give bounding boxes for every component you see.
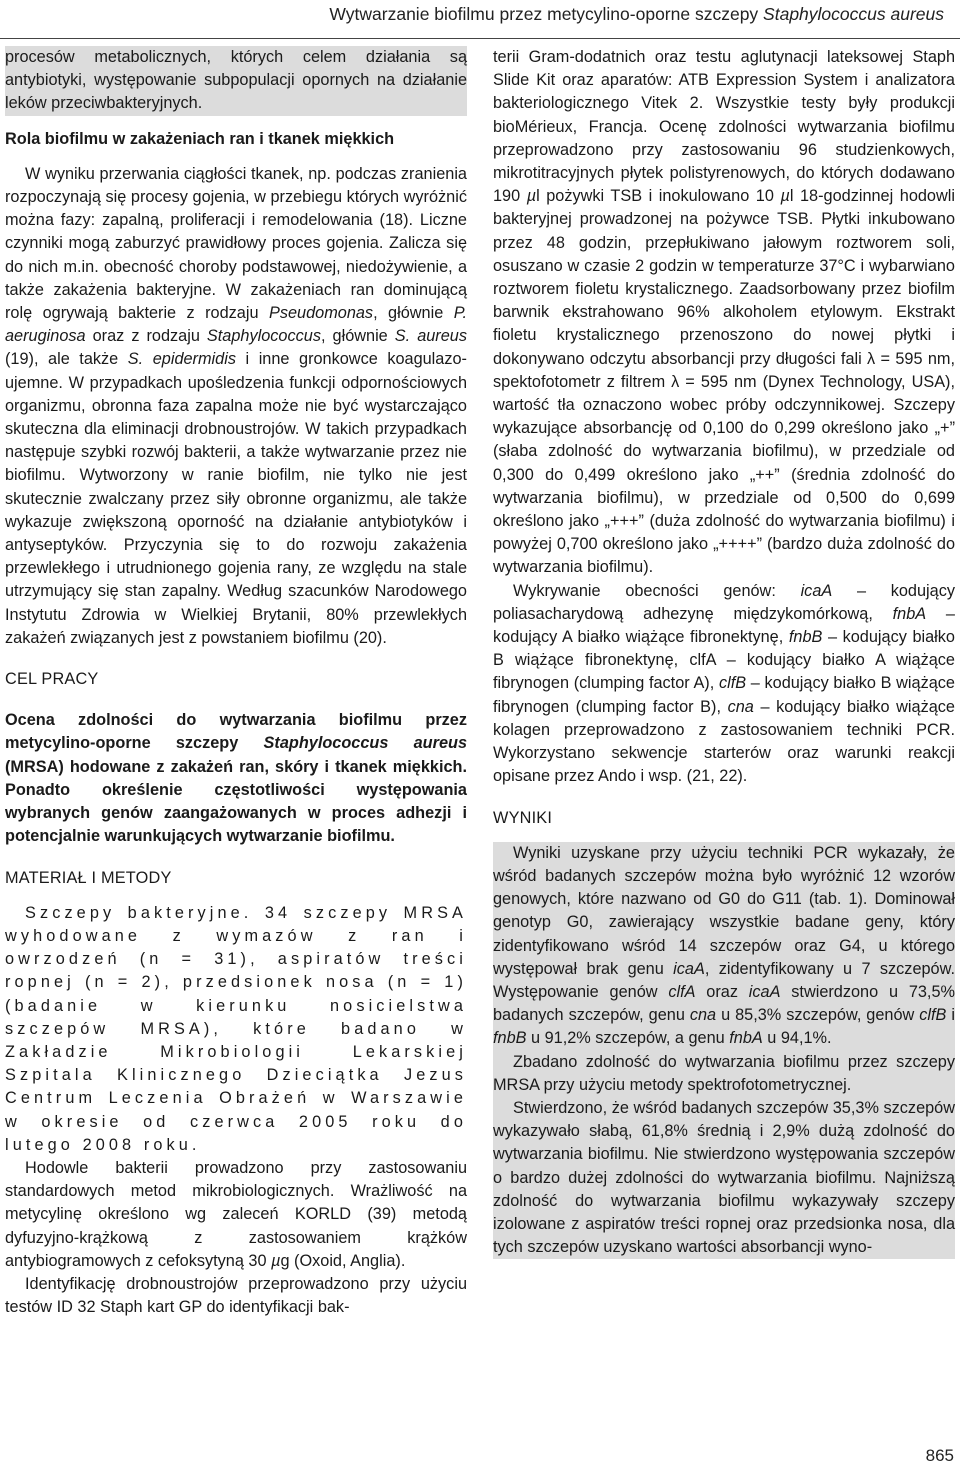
running-header: [0, 0, 960, 39]
gene-detection-paragraph: Wykrywanie obecności genów: icaA – kodujący poliasacharydową adhezynę międzykomórkową, fnbA – kodujący A białko wiążące fibronektynę, fnbB – kodujący białko B wiążące fibronektynę, clfA – kodujący białko A wiążące fibrynogen (clumping factor A), clfB – kodujący białko B wiążące fibrynogen (clumping factor B), cna – kodujący białko wiążące kolagen przeprowadzono z zastosowaniem techniki PCR. Wykorzystano sekwencje starterów oraz warunki reakcji opisane przez Ando i wsp. (21, 22).: [493, 581, 955, 786]
aim-heading: CEL PRACY: [5, 670, 99, 689]
results-heading: WYNIKI: [493, 808, 553, 827]
page-number: 865: [925, 1446, 954, 1465]
wound-biofilm-paragraph: W wyniku przerwania ciągłości tkanek, np. podczas zranienia rozpoczynają się procesy gojenia, w przebiegu których wyróżnić można fazy: zapalną, proliferacji i remodelowania (18). Liczne czynniki mogą zaburzyć prawidłowy proces gojenia. Zalicza się do nich m.in. obecność choroby podstawowej, niedożywienie, a także zakażenia bakteryjne. W zakażeniach ran dominującą rolę ogrywają bakterie z rodzaju Pseudomonas, głównie P. aeruginosa oraz z rodzaju Staphylococcus, głównie S. aureus (19), ale także S. epidermidis i inne gronkowce koagulazo-ujemne. W przypadkach upośledzenia funkcji odpornościowych organizmu, obronna faza zapalna może nie być wystarczająco skuteczna dla eliminacji drobnoustrojów. W takich przypadkach następuje szybki rozwój bakterii, a także wytwarzanie przez nie biofilmu. Wytworzony w ranie biofilm, nie tylko nie jest skutecznie zwalczany przez siły obronne organizmu, ale także wykazuje zwiększoną oporność na działanie antybiotyków i antyseptyków. Przyczynia się to do rozwoju zakażenia przewlekłego i utrudnionego gojenia rany, ze względu na stale utrzymujący się stan zapalny. Według szacunków Narodowego Instytutu Zdrowia w Wielkiej Brytanii, 80% przewlekłych zakażeń związanych jest z powstaniem biofilmu (20).: [5, 164, 467, 647]
identification-paragraph: Identyfikację drobnoustrojów przeprowadzono przy użyciu testów ID 32 Staph kart GP do identyfikacji bak-: [5, 1274, 467, 1317]
aim-paragraph: Ocena zdolności do wytwarzania biofilmu przez metycylino-oporne szczepy Staphylococcus aureus (MRSA) hodowane z zakażeń ran, skóry i tkanek miękkich. Ponadto określenie częstotliwości występowania wybranych genów zaangażowanych w proces adhezji i potencjalnie warunkujących wytwarzanie biofilmu.: [5, 711, 467, 846]
left-column: [5, 46, 467, 1319]
culture-paragraph: Hodowle bakterii prowadzono przy zastosowaniu standardowych metod mikrobiologicznych. Wrażliwość na metycylinę określono wg zaleceń KORLD (39) metodą dyfuzyjno-krążkową z zastosowaniem krążków antybiogramowych z cefoksytyną 30 µg (Oxoid, Anglia).: [5, 1158, 467, 1270]
strains-paragraph: Szczepy bakteryjne. 34 szczepy MRSA wyhodowane z wymazów z ran i owrzodzeń (n = 31), aspiratów treści ropnej (n = 2), przedsionek nosa (n = 1) (badanie w kierunku nosicielstwa szczepów MRSA), które badano w Zakładzie Mikrobiologii Lekarskiej Szpitala Klinicznego Dzieciątka Jezus Centrum Leczenia Obrażeń w Warszawie w okresie od czerwca 2005 roku do lutego 2008 roku.: [5, 903, 467, 1154]
section-subheading: Rola biofilmu w zakażeniach ran i tkanek miękkich: [5, 129, 395, 148]
right-column: [493, 46, 955, 1259]
intro-paragraph: procesów metabolicznych, których celem działania są antybiotyki, występowanie subpopulacji opornych na działanie leków przeciwbakteryjnych.: [5, 46, 467, 116]
running-title: Wytwarzanie biofilmu przez metycylino-oporne szczepy Staphylococcus aureus: [329, 4, 944, 24]
pcr-results-paragraph: Wyniki uzyskane przy użyciu techniki PCR wykazały, że wśród badanych szczepów można było wyróżnić 12 wzorów genowych, które nazwano od G0 do G11 (tab. 1). Dominował genotyp G0, zawierający wszystkie badane geny, który zidentyfikowano wśród 14 szczepów oraz G4, u którego występował brak genu icaA, zidentyfikowany u 7 szczepów. Występowanie genów clfA oraz icaA stwierdzono u 73,5% badanych szczepów, genu cna u 85,3% szczepów, genów clfB i fnbB u 91,2% szczepów, a genu fnbA u 94,1%.: [493, 842, 955, 1051]
spectrophotometry-paragraph: Zbadano zdolność do wytwarzania biofilmu przez szczepy MRSA przy użyciu metody spektrofotometrycznej.: [493, 1051, 955, 1097]
biofilm-results-paragraph: Stwierdzono, że wśród badanych szczepów 35,3% szczepów wykazywało słabą, 61,8% średnią i 2,9% dużą zdolność do wytwarzania biofilmu. Nie stwierdzono występowania szczepów o bardzo dużej zdolności do wytwarzania biofilmu. Najniższą zdolność do wytwarzania biofilmu wykazywały szczepy izolowane z aspiratów treści ropnej oraz przedsionka nosa, dla tych szczepów uzyskano wartości absorbancji wyno-: [493, 1097, 955, 1259]
methods-heading: MATERIAŁ I METODY: [5, 868, 172, 887]
biofilm-method-paragraph: terii Gram-dodatnich oraz testu aglutynacji lateksowej Staph Slide Kit oraz aparatów: ATB Expression System i analizatora bakteriologicznego Vitek 2. Wszystkie testy były produkcji bioMérieux, Francja. Ocenę zdolności wytwarzania biofilmu przeprowadzono przy zastosowaniu 96 studzienkowych, mikrotitracyjnych płytek polistyrenowych, do których dodawano 190 µl pożywki TSB i inokulowano 10 µl 18-godzinnej hodowli bakteryjnej prowadzonej na pożywce TSB. Płytki inkubowano przez 48 godzin, przepłukiwano jałowym roztworem soli, osuszano w czasie 2 godzin w temperaturze 37°C i wybarwiano roztworem fioletu krystalicznego. Zaadsorbowany przez biofilm barwnik ekstrahowano 96% alkoholem etylowym. Ekstrakt fioletu krystalicznego przenoszono do nowej płytki i dokonywano odczytu absorbancji przy długości fali λ = 595 nm, spektofotometr z filtrem λ = 595 nm (Dynex Technology, USA), wartość tła oznaczono wobec próby odczynnikowej. Szczepy wykazujące absorbancję od 0,100 do 0,299 określono jako „+” (słaba zdolność do wytwarzania biofilmu), w przedziale od 0,300 do 0,499 określono jako „++” (średnia zdolność do wytwarzania biofilmu), w przedziale od 0,500 do 0,699 określono jako „+++” (duża zdolność do wytwarzania biofilmu) i powyżej 0,700 określono jako „++++” (bardzo duża zdolność do wytwarzania biofilmu).: [493, 48, 955, 577]
